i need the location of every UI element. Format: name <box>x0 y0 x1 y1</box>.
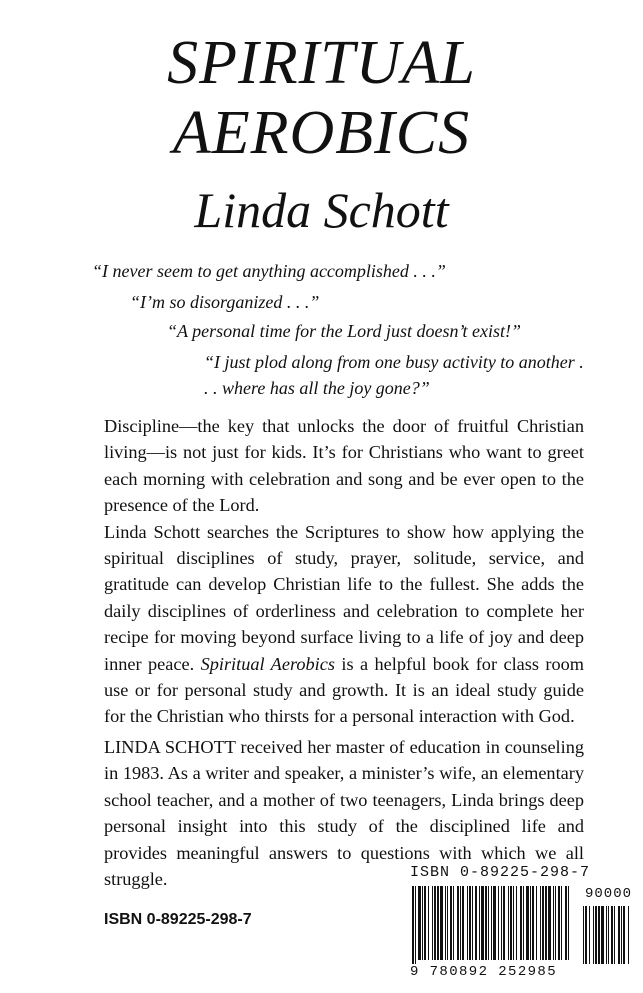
barcode-bar <box>510 886 512 960</box>
barcode-bar <box>513 886 514 960</box>
barcode-bar <box>555 886 556 960</box>
barcode-bar <box>422 886 423 960</box>
barcode-isbn-text: ISBN 0-89225-298-7 <box>410 864 591 881</box>
description-paragraph-1: Discipline—the key that unlocks the door of fruitful Christian living—is not just for kids. It’s for Christians who want to greet each morning with celebration and song and be ever open to the presence of the Lord. <box>104 416 584 516</box>
barcode-bar <box>475 886 477 960</box>
barcode-addon-bar <box>628 906 629 964</box>
barcode-addon-bar <box>614 906 615 964</box>
description <box>104 413 584 730</box>
barcode-bar <box>561 886 562 960</box>
barcode-bar <box>415 886 416 964</box>
barcode-bar <box>536 886 537 960</box>
barcode-addon-bar <box>598 906 600 964</box>
barcode-bar <box>437 886 439 960</box>
barcode-addon-bar <box>593 906 594 964</box>
barcode-bar <box>460 886 461 960</box>
barcode-addon-bar <box>608 906 609 964</box>
quote-4: “I just plod along from one busy activity to another . . . where has all the joy gone?” <box>204 352 584 398</box>
quote-1: “I never seem to get anything accomplished . . .” <box>92 261 446 281</box>
barcode-bar <box>440 886 443 960</box>
quote-3: “A personal time for the Lord just doesn’t exist!” <box>167 321 522 341</box>
barcode-bar <box>453 886 454 960</box>
barcode-bar <box>498 886 499 960</box>
description-paragraph-2-end: is a helpful book for class room use or for personal study and growth. It is an ideal study guide for the Christian who thirsts for a personal interaction with God. <box>104 653 584 727</box>
barcode-bar <box>540 886 541 960</box>
barcode-bar <box>493 886 496 960</box>
barcode-bar <box>481 886 484 960</box>
barcode-bar <box>565 886 567 960</box>
barcode-bar <box>508 886 509 960</box>
barcode-bar <box>491 886 492 960</box>
isbn-label: ISBN 0-89225-298-7 <box>104 911 252 928</box>
barcode-bar <box>485 886 487 960</box>
barcode <box>410 864 632 984</box>
description-paragraph-2-start: Linda Schott searches the Scriptures to show how applying the spiritual disciplines of study, prayer, solitude, service, and gratitude can develop Christian life to the fullest. She adds the daily disciplines of orderliness and celebration to complete her recipe for moving beyond surface living to a life of joy and deep inner peace. <box>104 521 584 674</box>
barcode-bar <box>447 886 448 960</box>
book-title-line-1: SPIRITUAL <box>167 29 476 97</box>
barcode-bar <box>520 886 522 960</box>
barcode-addon-bar <box>585 906 587 964</box>
barcode-bar <box>530 886 531 960</box>
barcode-bar <box>523 886 524 960</box>
barcode-addon-bar <box>611 906 613 964</box>
barcode-addon-bar <box>623 906 625 964</box>
barcode-addon-bar <box>583 906 584 964</box>
barcode-bar <box>532 886 534 960</box>
barcode-bar <box>434 886 436 960</box>
barcode-bar <box>488 886 489 960</box>
barcode-bar <box>568 886 569 960</box>
barcode-bar <box>467 886 468 960</box>
quote-2: “I’m so disorganized . . .” <box>130 292 320 312</box>
barcode-bar <box>462 886 464 960</box>
barcode-bar <box>450 886 452 960</box>
barcode-bar <box>472 886 473 960</box>
barcode-addon-bar <box>595 906 597 964</box>
barcode-bar <box>432 886 433 960</box>
barcode-addon-bar <box>621 906 622 964</box>
about-author-paragraph: LINDA SCHOTT received her master of education in counseling in 1983. As a writer and speaker, a minister’s wife, an elementary school teacher, and a mother of two teenagers, Linda brings deep personal insight into this study of the disciplined life and provides meaningful answers to questions with which we all struggle. <box>104 737 584 890</box>
barcode-bar <box>457 886 459 960</box>
barcode-bar <box>553 886 554 960</box>
barcode-bar <box>503 886 505 960</box>
barcode-digits: 9 780892 252985 <box>410 964 558 980</box>
barcode-bar <box>526 886 529 960</box>
barcode-addon-bar <box>601 906 604 964</box>
barcode-addon-bar <box>589 906 590 964</box>
barcode-bar <box>428 886 429 960</box>
barcode-bar <box>501 886 502 960</box>
barcode-bar <box>445 886 446 960</box>
barcode-bar <box>469 886 471 960</box>
book-title-line-2: AEROBICS <box>172 99 471 167</box>
description-paragraph-2 <box>104 519 584 730</box>
barcode-bar <box>516 886 517 960</box>
barcode-bar <box>545 886 547 960</box>
book-title-italic: Spiritual Aerobics <box>200 653 335 674</box>
barcode-bar <box>412 886 414 964</box>
barcode-addon-bar <box>618 906 620 964</box>
barcode-bar <box>548 886 551 960</box>
barcode-addon-bar <box>606 906 607 964</box>
barcode-price-code: 90000 <box>584 886 632 902</box>
barcode-bar <box>418 886 421 960</box>
author-name: Linda Schott <box>194 182 449 238</box>
barcode-bar <box>558 886 560 960</box>
barcode-bar <box>424 886 426 960</box>
barcode-bar <box>479 886 480 960</box>
barcode-bar <box>542 886 544 960</box>
